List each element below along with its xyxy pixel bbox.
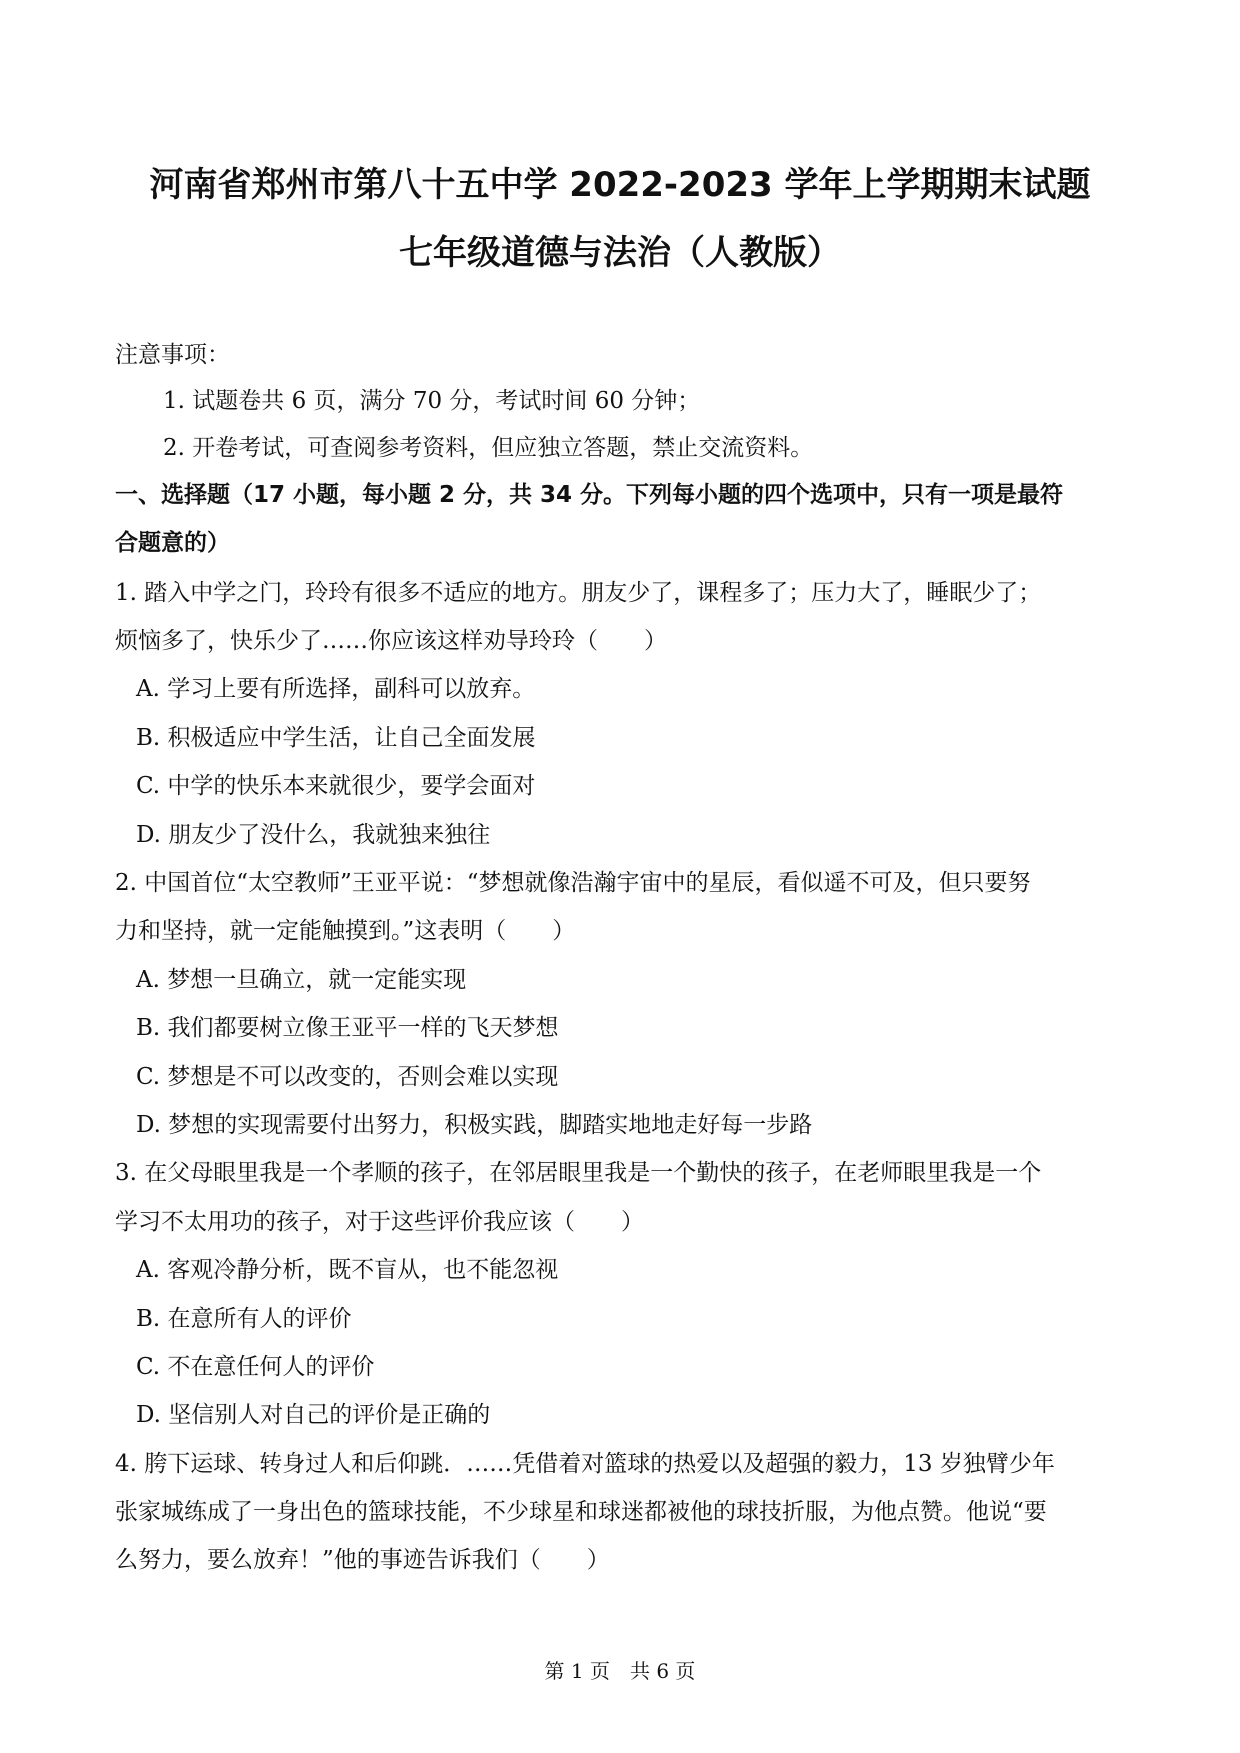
question-2-option-c: C. 梦想是不可以改变的，否则会难以实现 — [136, 1064, 559, 1090]
question-4-stem-line-1: 4. 胯下运球、转身过人和后仰跳．……凭借着对篮球的热爱以及超强的毅力，13 岁独臂少年 — [115, 1451, 1055, 1477]
question-4-stem-line-2: 张家城练成了一身出色的篮球技能，不少球星和球迷都被他的球技折服，为他点赞。他说“要 — [115, 1499, 1047, 1525]
question-1-option-b: B. 积极适应中学生活，让自己全面发展 — [136, 725, 536, 751]
notice-item-1: 1. 试题卷共 6 页，满分 70 分，考试时间 60 分钟； — [163, 388, 701, 414]
question-3-stem-line-1: 3. 在父母眼里我是一个孝顺的孩子，在邻居眼里我是一个勤快的孩子，在老师眼里我是一个 — [115, 1160, 1042, 1186]
question-3-option-c: C. 不在意任何人的评价 — [136, 1354, 375, 1380]
question-1-option-d: D. 朋友少了没什么，我就独来独往 — [136, 822, 491, 848]
question-1-stem-line-1: 1. 踏入中学之门，玲玲有很多不适应的地方。朋友少了，课程多了；压力大了，睡眠少了； — [115, 580, 1042, 606]
section-heading-line-1: 一、选择题（17 小题，每小题 2 分，共 34 分。下列每小题的四个选项中，只有一项是最符 — [115, 482, 1064, 508]
question-2-stem-line-1: 2. 中国首位“太空教师”王亚平说：“梦想就像浩瀚宇宙中的星辰，看似遥不可及，但只要努 — [115, 870, 1031, 896]
question-3-stem-line-2: 学习不太用功的孩子，对于这些评价我应该（ ） — [115, 1209, 644, 1235]
question-3-option-a: A. 客观冷静分析，既不盲从，也不能忽视 — [136, 1257, 559, 1283]
question-2-option-b: B. 我们都要树立像王亚平一样的飞天梦想 — [136, 1015, 559, 1041]
question-3-option-b: B. 在意所有人的评价 — [136, 1306, 352, 1332]
exam-title: 河南省郑州市第八十五中学 2022-2023 学年上学期期末试题 — [149, 165, 1091, 205]
question-1-option-a: A. 学习上要有所选择，副科可以放弃。 — [136, 676, 536, 702]
question-3-option-d: D. 坚信别人对自己的评价是正确的 — [136, 1402, 491, 1428]
exam-subtitle: 七年级道德与法治（人教版） — [399, 233, 841, 273]
question-1-stem-line-2: 烦恼多了，快乐少了……你应该这样劝导玲玲（ ） — [115, 628, 667, 654]
question-4-stem-line-3: 么努力，要么放弃！”他的事迹告诉我们（ ） — [115, 1547, 610, 1573]
question-2-option-d: D. 梦想的实现需要付出努力，积极实践，脚踏实地地走好每一步路 — [136, 1112, 813, 1138]
question-2-stem-line-2: 力和坚持，就一定能触摸到。”这表明（ ） — [115, 918, 576, 944]
question-1-option-c: C. 中学的快乐本来就很少，要学会面对 — [136, 773, 536, 799]
section-heading-line-2: 合题意的） — [115, 530, 230, 556]
page-footer: 第 1 页 共 6 页 — [544, 1659, 696, 1683]
notice-heading: 注意事项： — [115, 342, 230, 368]
question-2-option-a: A. 梦想一旦确立，就一定能实现 — [136, 967, 467, 993]
notice-item-2: 2. 开卷考试，可查阅参考资料，但应独立答题，禁止交流资料。 — [163, 435, 814, 461]
